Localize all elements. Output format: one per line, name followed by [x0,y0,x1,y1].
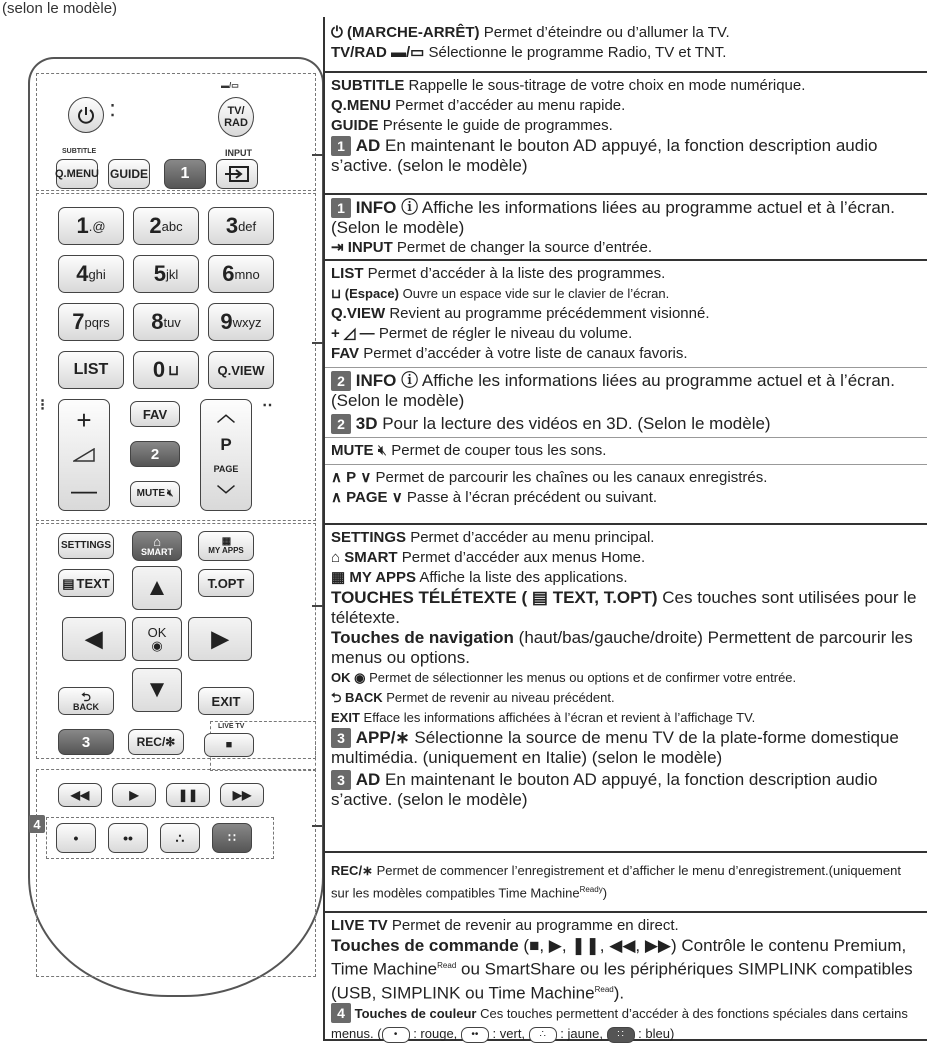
tvrad-icon: ▬/▭ [391,44,425,61]
volume-icons: + ◿ — [331,325,375,342]
mute-button[interactable] [130,481,180,507]
myapps-title: MY APPS [349,569,417,586]
number-digit: 9 [220,309,233,334]
nav-title: Touches de navigation [331,628,514,647]
number-digit: 3 [225,213,239,238]
rewind-button[interactable] [58,783,102,807]
cmd-sup: Read [594,984,614,994]
input-icon [224,166,250,182]
3d-button[interactable]: 2 [130,441,180,467]
number-digit: 8 [151,309,164,334]
number-digit: 0 [152,357,166,382]
exit-desc: Efface les informations affichées à l’écran et revient à l’affichage TV. [363,710,756,725]
nav-down-button[interactable] [132,668,182,712]
cmd-desc-c: ). [613,983,625,1003]
mute-desc: Permet de couper tous les sons. [391,442,607,459]
pause-button[interactable] [166,783,210,807]
rec-desc: Permet de commencer l’enregistrement et d’afficher le menu d’enregistrement.(uniquement sur les modèles compatibles Time Machine [331,863,901,901]
apps-grid-icon: ▦ [221,536,231,547]
myapps-button[interactable] [198,531,254,561]
back-arrow-icon: ⮌ [81,689,91,704]
color-blue-label: : bleu) [638,1026,675,1042]
space-icon: ⊔ [331,286,342,301]
divider [325,464,927,465]
blue-key-button[interactable] [212,823,252,853]
home-icon: ⌂ [153,534,161,549]
number-button-2[interactable] [133,207,199,245]
qview-button[interactable]: Q.VIEW [208,351,274,389]
section-livetv [325,911,927,1041]
livetv-title: LIVE TV [331,917,388,934]
input-button[interactable] [216,159,258,189]
fastforward-button[interactable] [220,783,264,807]
ad-badge: 3 [331,770,351,790]
ok-label: OK [147,625,167,640]
tactile-dots-icon: ⁚ [110,103,115,120]
red-key-button[interactable] [56,823,96,853]
back-desc: Permet de revenir au niveau précédent. [386,690,615,705]
play-button[interactable] [112,783,156,807]
cmd-symbols: (■, ▶, ❚❚, ◀◀, ▶▶) [523,936,677,955]
number-button-1[interactable] [58,207,124,245]
two-dots-icon: •• [123,830,133,846]
number-button-5[interactable] [133,255,199,293]
number-button-7[interactable] [58,303,124,341]
ad-title: AD [355,770,381,789]
yellow-key-button[interactable] [160,823,200,853]
color-green-label: : vert, [492,1026,529,1042]
arrow-right-icon: ▶ [211,626,229,651]
info-title: INFO [355,198,397,217]
back-label: BACK [73,701,99,712]
ok-circle-icon: ◉ [151,638,163,653]
list-title: LIST [331,265,364,282]
smart-label: SMART [141,547,173,557]
two-dots-icon: •• [461,1027,489,1043]
power-icon [76,105,96,125]
3d-title: 3D [355,414,378,433]
page-desc: Passe à l’écran précédent ou suivant. [406,489,658,506]
number-letters: wxyz [232,314,262,330]
chevron-down-icon: ∨ [360,469,372,486]
number-digit: 4 [76,261,89,286]
app-badge: 3 [331,728,351,748]
3d-badge: 2 [331,414,351,434]
rec-title: REC/∗ [331,863,373,878]
ad-button-1[interactable]: 1 [164,159,206,189]
rewind-icon: ◀◀ [70,788,90,802]
volume-up-icon: + [76,405,92,436]
app-title: APP/∗ [355,728,410,747]
section-power [325,17,927,71]
nav-desc: (haut/bas/gauche/droite) Permettent de parcourir les menus ou options. [331,628,913,667]
chevron-up-icon: ︿ [217,405,235,425]
exit-button[interactable]: EXIT [198,687,254,715]
connector [312,825,322,827]
number-button-6[interactable] [208,255,274,293]
qview-desc: Revient au programme précédemment visionné. [389,305,710,322]
nav-up-button[interactable] [132,566,182,610]
stop-icon: ■ [225,738,233,751]
home-icon: ⌂ [331,549,341,566]
space-icon: ⊔ [168,362,180,378]
pause-icon: ❚❚ [177,788,199,802]
chevron-up-icon: ∧ [331,489,342,506]
number-letters: mno [234,266,260,282]
teletext-title: TOUCHES TÉLÉTEXTE ( [331,588,528,607]
ad-desc: En maintenant le bouton AD appuyé, la fonction description audio s’active. (selon le modèle) [331,770,878,809]
app-desc: Sélectionne la source de menu TV de la plate-forme domestique multimédia. (uniquement en Italie) (selon le modèle) [331,728,899,767]
list-desc: Permet d’accéder à la liste des programmes. [367,265,666,282]
info-icon: ⓘ [401,371,419,390]
number-digit: 7 [72,309,85,334]
chevron-up-icon: ∧ [331,469,342,486]
volume-desc: Permet de régler le niveau du volume. [378,325,633,342]
fav-desc: Permet d’accéder à votre liste de canaux favoris. [363,345,688,362]
volume-icon [73,448,95,462]
power-title: (MARCHE-ARRÊT) [347,24,480,41]
program-label: P [220,435,232,454]
qmenu-desc: Permet d’accéder au menu rapide. [395,97,626,114]
arrow-up-icon: ▲ [145,574,169,601]
divider [325,437,927,438]
one-dot-icon: • [73,830,79,846]
topt-button[interactable]: T.OPT [198,569,254,597]
info-desc: Affiche les informations liées au programme actuel et à l’écran. (Selon le modèle) [331,371,895,410]
section-subtitle [325,71,927,193]
subtitle-title: SUBTITLE [331,77,405,94]
page-title: PAGE [346,489,388,506]
tactile-dots-icon: ‥ [262,393,272,410]
color-desc: Ces touches permettent d’accéder à des fonctions spéciales dans certains menus. ( [331,1006,908,1042]
space-title: (Espace) [344,286,399,301]
myapps-label: MY APPS [208,546,244,555]
remote-control [28,57,324,1017]
teletext-icon: ▤ [531,588,548,607]
section-list [325,259,927,523]
volume-rocker[interactable] [58,399,110,511]
nav-left-button[interactable] [62,617,126,661]
fastforward-icon: ▶▶ [232,788,252,802]
p-title: P [346,469,357,486]
tvrad-desc: Sélectionne le programme Radio, TV et TNT. [428,44,727,61]
app-button-3[interactable]: 3 [58,729,114,755]
color-red-label: : rouge, [413,1026,461,1042]
four-dots-icon: ∷ [228,831,236,845]
qmenu-button[interactable]: Q.MENU [56,159,98,189]
power-desc: Permet d’éteindre ou d’allumer la TV. [483,24,730,41]
power-icon: ⏻ [331,24,343,41]
header-note: (selon le modèle) [2,0,118,17]
number-digit: 1 [76,213,89,238]
tvrad-button[interactable]: TV/ RAD [218,97,254,137]
guide-button[interactable]: GUIDE [108,159,150,189]
color-title: Touches de couleur [354,1006,477,1022]
ad-badge: 1 [331,136,351,156]
divider [325,367,927,368]
tactile-dots-icon: ⁝ [40,397,45,414]
program-rocker[interactable] [200,399,252,511]
text-button[interactable] [58,569,114,597]
green-key-button[interactable] [108,823,148,853]
info-badge: 1 [331,198,351,218]
qview-title: Q.VIEW [331,305,386,322]
smart-title: SMART [344,549,398,566]
teletext-desc: Ces touches sont utilisées pour le télétexte. [331,588,917,627]
teletext-title-b: TEXT, T.OPT) [552,588,658,607]
number-letters: ghi [88,266,106,282]
rec-button[interactable] [128,729,184,755]
3d-desc: Pour la lecture des vidéos en 3D. (Selon le modèle) [382,414,771,433]
description-panel [323,17,927,1041]
info-desc: Affiche les informations liées au programme actuel et à l’écran. (Selon le modèle) [331,198,895,237]
subtitle-desc: Rappelle le sous-titrage de votre choix en mode numérique. [408,77,806,94]
section-info-input [325,193,927,259]
number-digit: 2 [149,213,162,238]
page-label: PAGE [213,464,239,474]
input-desc: Permet de changer la source d’entrée. [396,239,653,256]
ok-circle-icon: ◉ [354,670,366,685]
ad-title: AD [355,136,381,155]
myapps-desc: Affiche la liste des applications. [419,569,628,586]
mute-title: MUTE [331,442,374,459]
chevron-down-icon: ∨ [391,489,403,506]
space-desc: Ouvre un espace vide sur le clavier de l’écran. [402,286,670,301]
guide-desc: Présente le guide de programmes. [382,117,613,134]
livetv-desc: Permet de revenir au programme en direct. [391,917,679,934]
smart-desc: Permet d’accéder aux menus Home. [401,549,646,566]
settings-desc: Permet d’accéder au menu principal. [410,529,655,546]
three-dots-icon: ∴ [175,830,185,846]
back-title: BACK [345,690,383,705]
qmenu-title: Q.MENU [331,97,391,114]
info-badge: 2 [331,371,351,391]
arrow-left-icon: ◀ [85,626,103,651]
tvrad-title: TV/RAD [331,44,387,61]
section-navigation [325,523,927,851]
list-button[interactable]: LIST [58,351,124,389]
chevron-down-icon: ﹀ [217,485,235,505]
number-digit: 6 [222,261,235,286]
input-icon: ⇥ [331,239,344,256]
number-button-8[interactable] [133,303,199,341]
number-digit: 5 [153,261,166,286]
info-icon: ⓘ [401,198,419,217]
p-desc: Permet de parcourir les chaînes ou les canaux enregistrés. [375,469,768,486]
back-button[interactable] [58,687,114,715]
exit-title: EXIT [331,710,360,725]
apps-grid-icon: ▦ [331,569,346,586]
four-dots-icon: ∷ [607,1027,635,1043]
settings-button[interactable]: SETTINGS [58,533,114,559]
number-letters: def [238,218,257,234]
ad-desc: En maintenant le bouton AD appuyé, la fonction description audio s’active. (selon le modèle) [331,136,878,175]
color-yellow-label: : jaune, [560,1026,607,1042]
play-icon: ▶ [129,788,139,802]
cmd-sup: Read [437,961,457,970]
mute-icon: 🔇︎ [377,442,388,459]
mute-label: MUTE [136,488,166,499]
livetv-button[interactable] [204,733,254,757]
ok-desc: Permet de sélectionner les menus ou options et de confirmer votre entrée. [369,670,797,685]
rec-sup: Ready [579,885,603,894]
color-keys-badge: 4 [29,815,45,833]
livetv-label: LIVE TV [218,723,245,730]
text-label: TEXT [76,575,110,591]
one-dot-icon: • [382,1027,410,1043]
cmd-desc-a: Contrôle le contenu Premium, Time Machine [331,936,907,979]
rec-label: REC/ [136,735,166,749]
number-letters: .@ [88,218,106,234]
settings-title: SETTINGS [331,529,407,546]
input-title: INPUT [347,239,393,256]
number-button-4[interactable] [58,255,124,293]
guide-title: GUIDE [331,117,379,134]
subtitle-label: SUBTITLE [62,148,97,155]
ok-button[interactable] [132,617,182,661]
mute-icon: 🔇︎ [167,488,174,499]
fav-button[interactable]: FAV [130,401,180,427]
info-title: INFO [355,371,397,390]
nav-right-button[interactable] [188,617,252,661]
cmd-title: Touches de commande [331,936,519,955]
number-letters: jkl [165,266,179,282]
ok-title: OK [331,670,351,685]
power-button[interactable] [68,97,104,133]
number-button-9[interactable] [208,303,274,341]
cmd-desc-b: ou SmartShare ou les périphériques SIMPLINK compatibles (USB, SIMPLINK ou Time Machine [331,959,913,1003]
number-letters: tuv [163,314,181,330]
fav-title: FAV [331,345,360,362]
section-rec [325,851,927,911]
volume-down-icon: — [71,474,97,505]
color-badge: 4 [331,1003,351,1023]
number-button-3[interactable] [208,207,274,245]
number-letters: abc [161,218,183,234]
three-dots-icon: ∴ [529,1027,557,1043]
number-button-0[interactable] [133,351,199,389]
tvrad-icon: ▬/▭ [221,81,239,90]
rec-end: ) [602,885,608,901]
smart-button[interactable] [132,531,182,561]
arrow-down-icon: ▼ [145,676,169,703]
teletext-icon: ▤ [62,575,75,591]
number-letters: pqrs [84,314,110,330]
back-arrow-icon: ⮌ [331,690,342,705]
asterisk-icon: ✻ [165,735,176,749]
input-label: INPUT [225,148,252,158]
